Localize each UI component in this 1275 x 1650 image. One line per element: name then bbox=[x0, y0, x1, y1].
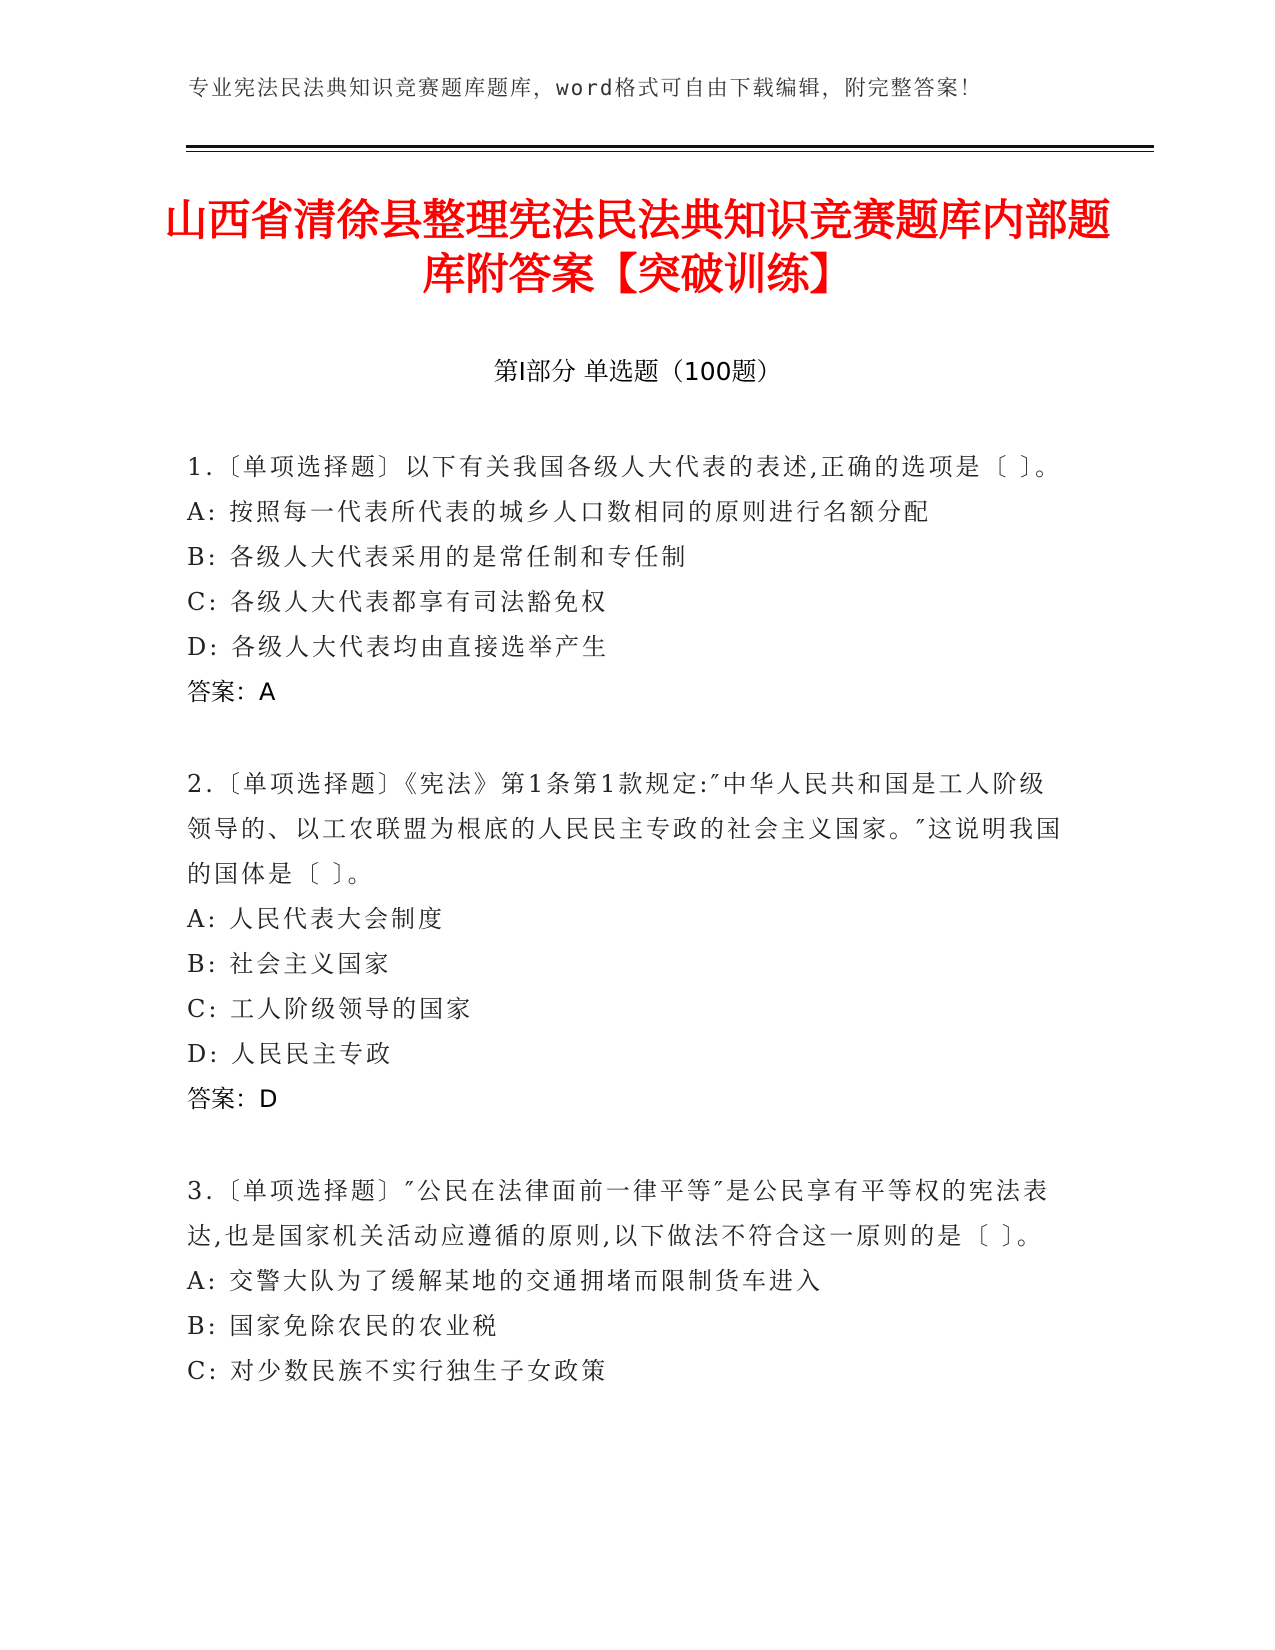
option-a: A: 交警大队为了缓解某地的交通拥堵而限制货车进入 bbox=[187, 1267, 824, 1295]
option-c: C: 各级人大代表都享有司法豁免权 bbox=[187, 588, 609, 616]
question-stem: 1.〔单项选择题〕以下有关我国各级人大代表的表述,正确的选项是〔 〕。 bbox=[187, 453, 1063, 481]
question-stem: 3.〔单项选择题〕″公民在法律面前一律平等″是公民享有平等权的宪法表达,也是国家机关活动应遵循的原则,以下做法不符合这一原则的是〔 〕。 bbox=[187, 1177, 1050, 1250]
option-b: B: 社会主义国家 bbox=[187, 950, 392, 978]
question-list bbox=[187, 445, 1087, 1441]
option-c: C: 对少数民族不实行独生子女政策 bbox=[187, 1357, 609, 1385]
section-title: 第Ⅰ部分 单选题（100题） bbox=[493, 357, 782, 386]
header-rule-thick bbox=[186, 145, 1154, 148]
question-1 bbox=[187, 445, 1087, 715]
option-c: C: 工人阶级领导的国家 bbox=[187, 995, 474, 1023]
question-2 bbox=[187, 762, 1087, 1122]
header-note: 专业宪法民法典知识竞赛题库题库，word格式可自由下载编辑，附完整答案！ bbox=[188, 76, 983, 100]
option-d: D: 人民民主专政 bbox=[187, 1040, 393, 1068]
option-a: A: 人民代表大会制度 bbox=[187, 905, 446, 933]
answer: 答案：D bbox=[187, 1085, 278, 1113]
answer: 答案：A bbox=[187, 678, 276, 706]
header-rule-thin bbox=[186, 151, 1154, 152]
option-a: A: 按照每一代表所代表的城乡人口数相同的原则进行名额分配 bbox=[187, 498, 932, 526]
option-b: B: 国家免除农民的农业税 bbox=[187, 1312, 500, 1340]
document-title: 山西省清徐县整理宪法民法典知识竞赛题库内部题库附答案【突破训练】 bbox=[164, 196, 1111, 300]
question-3 bbox=[187, 1169, 1087, 1394]
option-b: B: 各级人大代表采用的是常任制和专任制 bbox=[187, 543, 689, 571]
question-stem: 2.〔单项选择题〕《宪法》第1条第1款规定:″中华人民共和国是工人阶级领导的、以工农联盟为根底的人民民主专政的社会主义国家。″这说明我国的国体是〔 〕。 bbox=[187, 770, 1063, 888]
option-d: D: 各级人大代表均由直接选举产生 bbox=[187, 633, 609, 661]
